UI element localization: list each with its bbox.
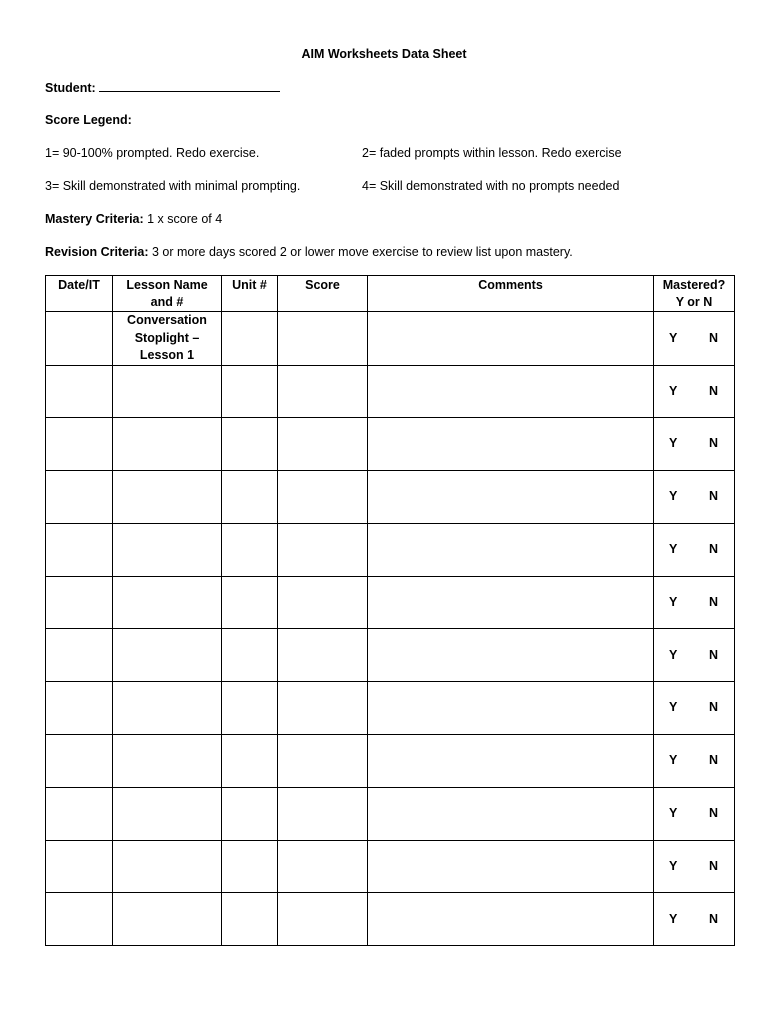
revision-criteria-text: 3 or more days scored 2 or lower move exercise to review list upon mastery. [148, 245, 573, 259]
cell-unit[interactable] [222, 576, 278, 629]
mastery-criteria [45, 212, 222, 226]
table-row [46, 893, 735, 946]
data-table [45, 275, 735, 946]
cell-date[interactable] [46, 576, 113, 629]
table-row [46, 471, 735, 524]
cell-date[interactable] [46, 735, 113, 788]
cell-comments[interactable] [368, 682, 654, 735]
cell-score[interactable] [278, 471, 368, 524]
mastered-yes[interactable]: Y [669, 753, 678, 768]
cell-date[interactable] [46, 682, 113, 735]
cell-unit[interactable] [222, 629, 278, 682]
cell-unit[interactable] [222, 471, 278, 524]
score-legend-4: 4= Skill demonstrated with no prompts needed [362, 179, 620, 193]
cell-comments[interactable] [368, 893, 654, 946]
cell-unit[interactable] [222, 787, 278, 840]
mastered-yes[interactable]: Y [669, 858, 678, 873]
cell-lesson[interactable] [113, 312, 222, 366]
cell-unit[interactable] [222, 840, 278, 893]
cell-date[interactable] [46, 787, 113, 840]
cell-score[interactable] [278, 576, 368, 629]
cell-score[interactable] [278, 682, 368, 735]
mastered-yes[interactable]: Y [669, 330, 678, 345]
cell-score[interactable] [278, 735, 368, 788]
cell-mastered [654, 735, 735, 788]
cell-comments[interactable] [368, 523, 654, 576]
mastered-no[interactable]: N [708, 383, 718, 398]
mastered-yes[interactable]: Y [669, 489, 678, 504]
header-mastered-line2: Y or N [675, 295, 713, 309]
mastered-yes[interactable]: Y [669, 383, 678, 398]
mastered-yes[interactable]: Y [669, 647, 678, 662]
mastered-no[interactable]: N [708, 753, 718, 768]
mastered-no[interactable]: N [708, 911, 718, 926]
table-row [46, 523, 735, 576]
cell-lesson[interactable] [113, 576, 222, 629]
cell-lesson[interactable] [113, 523, 222, 576]
table-row [46, 576, 735, 629]
cell-mastered [654, 312, 735, 366]
score-legend-3: 3= Skill demonstrated with minimal prompting. [45, 179, 301, 193]
mastered-no[interactable]: N [708, 858, 718, 873]
cell-mastered [654, 629, 735, 682]
cell-comments[interactable] [368, 735, 654, 788]
cell-comments[interactable] [368, 840, 654, 893]
cell-mastered [654, 418, 735, 471]
table-row [46, 840, 735, 893]
cell-mastered [654, 787, 735, 840]
header-lesson-line1: Lesson Name [126, 278, 208, 292]
table-header-row [46, 276, 735, 312]
cell-date[interactable] [46, 312, 113, 366]
cell-lesson[interactable] [113, 365, 222, 418]
cell-date[interactable] [46, 365, 113, 418]
cell-unit[interactable] [222, 682, 278, 735]
mastery-criteria-text: 1 x score of 4 [143, 212, 223, 226]
cell-date[interactable] [46, 471, 113, 524]
cell-mastered [654, 576, 735, 629]
cell-score[interactable] [278, 629, 368, 682]
lesson-name-line1: Conversation [127, 313, 207, 327]
revision-criteria [45, 245, 573, 259]
student-label: Student: [45, 81, 96, 95]
cell-comments[interactable] [368, 576, 654, 629]
mastery-criteria-label: Mastery Criteria: [45, 212, 144, 226]
cell-mastered [654, 471, 735, 524]
table-row [46, 787, 735, 840]
cell-mastered [654, 682, 735, 735]
mastered-yes[interactable]: Y [669, 911, 678, 926]
mastered-yes[interactable]: Y [669, 542, 678, 557]
table-row [46, 418, 735, 471]
cell-unit[interactable] [222, 365, 278, 418]
cell-score[interactable] [278, 365, 368, 418]
score-legend-1: 1= 90-100% prompted. Redo exercise. [45, 146, 260, 160]
cell-lesson[interactable] [113, 893, 222, 946]
header-score: Score [278, 276, 368, 312]
header-lesson [113, 276, 222, 312]
cell-mastered [654, 365, 735, 418]
cell-score[interactable] [278, 840, 368, 893]
header-mastered [654, 276, 735, 312]
table-row [46, 365, 735, 418]
table-row [46, 629, 735, 682]
cell-score[interactable] [278, 312, 368, 366]
header-unit: Unit # [222, 276, 278, 312]
mastered-no[interactable]: N [708, 489, 718, 504]
student-line [45, 80, 280, 95]
page-title: AIM Worksheets Data Sheet [301, 47, 467, 61]
lesson-name-line3: Lesson 1 [139, 348, 195, 362]
cell-lesson[interactable] [113, 682, 222, 735]
cell-lesson[interactable] [113, 787, 222, 840]
cell-comments[interactable] [368, 365, 654, 418]
table-row [46, 735, 735, 788]
mastered-no[interactable]: N [708, 542, 718, 557]
cell-mastered [654, 523, 735, 576]
cell-lesson[interactable] [113, 418, 222, 471]
cell-mastered [654, 840, 735, 893]
cell-unit[interactable] [222, 418, 278, 471]
lesson-name-line2: Stoplight – [134, 330, 200, 345]
cell-mastered [654, 893, 735, 946]
cell-unit[interactable] [222, 312, 278, 366]
cell-score[interactable] [278, 418, 368, 471]
cell-comments[interactable] [368, 418, 654, 471]
header-date: Date/IT [46, 276, 113, 312]
revision-criteria-label: Revision Criteria: [45, 245, 149, 259]
cell-comments[interactable] [368, 471, 654, 524]
mastered-yes[interactable]: Y [669, 700, 678, 715]
cell-score[interactable] [278, 787, 368, 840]
mastered-no[interactable]: N [708, 594, 718, 609]
cell-lesson[interactable] [113, 629, 222, 682]
cell-comments[interactable] [368, 629, 654, 682]
cell-lesson[interactable] [113, 471, 222, 524]
cell-lesson[interactable] [113, 735, 222, 788]
table-row [46, 312, 735, 366]
cell-date[interactable] [46, 629, 113, 682]
mastered-no[interactable]: N [708, 436, 718, 451]
student-name-blank [99, 80, 280, 92]
cell-date[interactable] [46, 523, 113, 576]
mastered-yes[interactable]: Y [669, 594, 678, 609]
header-lesson-line2: and # [150, 295, 184, 309]
cell-date[interactable] [46, 840, 113, 893]
cell-unit[interactable] [222, 523, 278, 576]
mastered-yes[interactable]: Y [669, 436, 678, 451]
mastered-no[interactable]: N [708, 806, 718, 821]
cell-score[interactable] [278, 893, 368, 946]
header-mastered-line1: Mastered? [662, 278, 726, 292]
cell-date[interactable] [46, 893, 113, 946]
mastered-no[interactable]: N [708, 700, 718, 715]
cell-comments[interactable] [368, 787, 654, 840]
cell-unit[interactable] [222, 893, 278, 946]
table-row [46, 682, 735, 735]
cell-date[interactable] [46, 418, 113, 471]
mastered-no[interactable]: N [708, 330, 718, 345]
header-comments: Comments [368, 276, 654, 312]
cell-unit[interactable] [222, 735, 278, 788]
score-legend-label: Score Legend: [45, 113, 132, 127]
cell-lesson[interactable] [113, 840, 222, 893]
mastered-yes[interactable]: Y [669, 806, 678, 821]
mastered-no[interactable]: N [708, 647, 718, 662]
score-legend-2: 2= faded prompts within lesson. Redo exercise [362, 146, 622, 160]
cell-comments[interactable] [368, 312, 654, 366]
cell-score[interactable] [278, 523, 368, 576]
